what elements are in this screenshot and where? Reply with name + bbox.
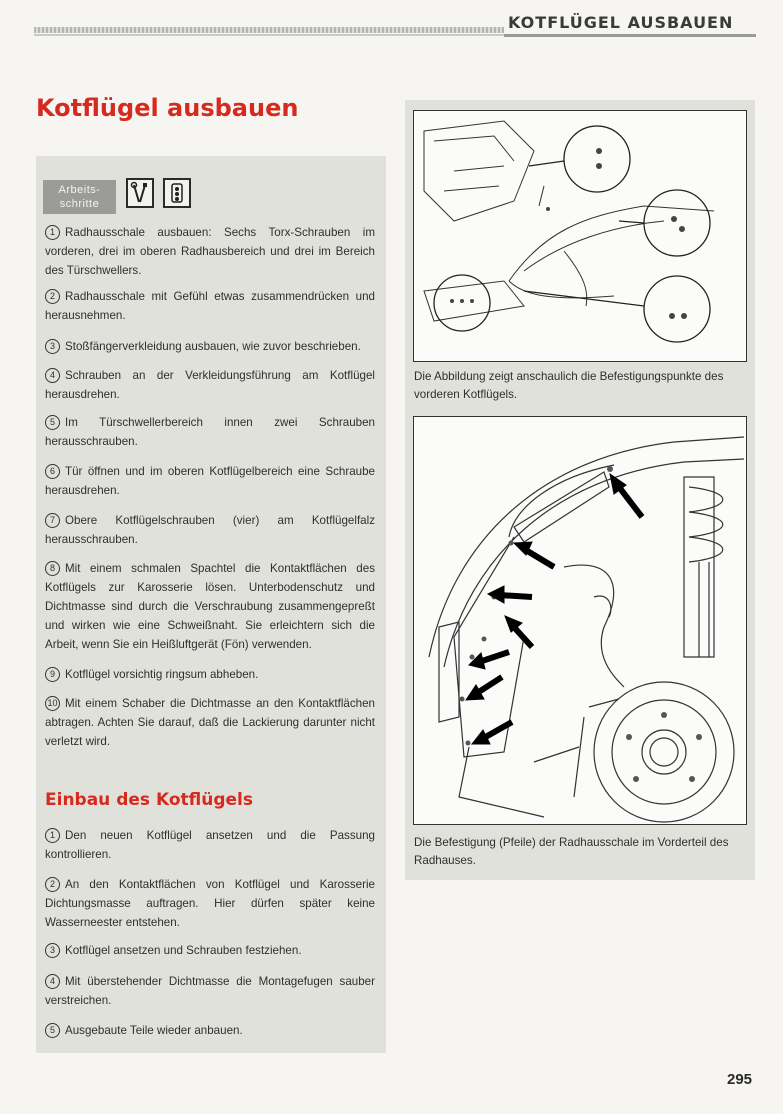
arrow-icon [610,474,642,517]
wheel-housing-figure [413,416,747,825]
install-step-4 [45,972,375,1010]
removal-step-6 [45,462,375,500]
step-number: 1 [45,828,60,843]
step-text: Ausgebaute Teile wieder anbauen. [65,1024,243,1037]
removal-step-2 [45,287,375,325]
removal-step-10 [45,694,375,751]
removal-step-5 [45,413,375,451]
arrow-icon [505,616,532,647]
fender-diagram [414,111,746,361]
step-number: 3 [45,943,60,958]
step-text: Schrauben an der Verkleidungsführung am Kotflügel herausdrehen. [45,369,375,401]
badge-line-2: schritte [59,198,100,210]
step-number: 1 [45,225,60,240]
step-text: Mit einem Schaber die Dichtmasse an den Kontaktflächen abtragen. Achten Sie darauf, daß die Lackierung darunter nicht verletzt wird. [45,697,375,748]
step-text: Radhausschale ausbauen: Sechs Torx-Schrauben im vorderen, drei im oberen Radhausbereich und drei im Bereich des Türschwellers. [45,226,375,277]
badge-line-1: Arbeits- [58,184,101,196]
step-number: 6 [45,464,60,479]
arrow-icon [466,677,502,700]
work-steps-badge [43,180,116,214]
torx-bits-icon [163,178,191,208]
header-rule [34,27,504,33]
step-text: Den neuen Kotflügel ansetzen und die Passung kontrollieren. [45,829,375,861]
figure-2-caption: Die Befestigung (Pfeile) der Radhausschale im Vorderteil des Radhauses. [414,836,729,867]
step-text: Mit einem schmalen Spachtel die Kontaktflächen des Kotflügels zur Karosserie lösen. Unterbodenschutz und Dichtmasse sind durch die Verschraubung zusammengepreßt und wirken wie eine Schweißnaht. Sie erleichtern sich die Arbeit, wenn Sie ein Heißluftgerät (Fön) verwenden. [45,562,375,651]
step-number: 5 [45,415,60,430]
step-text: Kotflügel ansetzen und Schrauben festziehen. [65,944,302,957]
step-number: 10 [45,696,60,711]
step-text: Kotflügel vorsichtig ringsum abheben. [65,668,259,681]
removal-step-9 [45,665,375,684]
page-number: 295 [727,1071,753,1088]
page-title: Kotflügel ausbauen [36,94,299,122]
running-header: KOTFLÜGEL AUSBAUEN [508,13,734,32]
arrow-icon [514,542,554,567]
step-number: 4 [45,974,60,989]
step-text: An den Kontaktflächen von Kotflügel und Karosserie Dichtungsmasse auftragen. Hier dürfen später keine Wasserneester entstehen. [45,878,375,929]
step-text: Radhausschale mit Gefühl etwas zusammendrücken und herausnehmen. [45,290,375,322]
header-underline [504,34,756,37]
arrow-icon [469,652,509,669]
removal-step-3 [45,337,375,356]
step-number: 3 [45,339,60,354]
removal-step-7 [45,511,375,549]
install-step-5 [45,1021,375,1040]
step-number: 8 [45,561,60,576]
step-text: Mit überstehender Dichtmasse die Montagefugen sauber verstreichen. [45,975,375,1007]
step-number: 2 [45,877,60,892]
wrench-screwdriver-icon [126,178,154,208]
step-text: Im Türschwellerbereich innen zwei Schrauben herausschrauben. [45,416,375,448]
header-rule-thin [34,34,504,36]
install-step-3 [45,941,375,960]
install-step-2 [45,875,375,932]
step-number: 5 [45,1023,60,1038]
removal-step-4 [45,366,375,404]
install-step-1 [45,826,375,864]
figure-1-caption: Die Abbildung zeigt anschaulich die Befestigungspunkte des vorderen Kotflügels. [414,370,724,401]
step-number: 2 [45,289,60,304]
removal-step-8 [45,559,375,654]
step-number: 7 [45,513,60,528]
fender-mounting-figure [413,110,747,362]
step-number: 4 [45,368,60,383]
install-section-title: Einbau des Kotflügels [45,790,253,810]
arrow-icon [488,586,532,603]
step-text: Stoßfängerverkleidung ausbauen, wie zuvor beschrieben. [65,340,361,353]
step-text: Tür öffnen und im oberen Kotflügelbereich eine Schraube herausdrehen. [45,465,375,497]
step-number: 9 [45,667,60,682]
step-text: Obere Kotflügelschrauben (vier) am Kotflügelfalz herausschrauben. [45,514,375,546]
removal-step-1 [45,223,375,280]
wheel-housing-diagram [414,417,746,824]
